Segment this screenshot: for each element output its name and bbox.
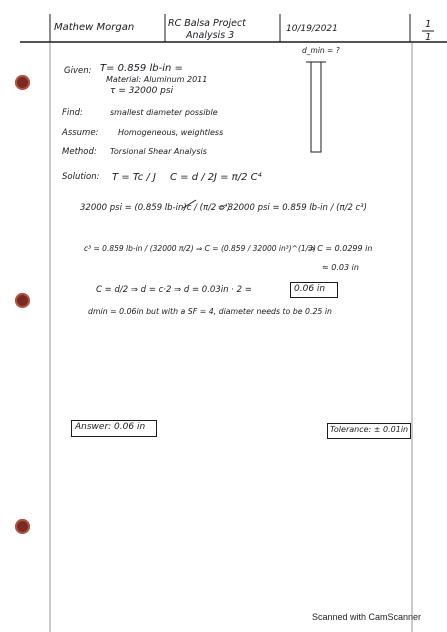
find-label: Find: [62, 108, 83, 118]
given-stress: τ = 32000 psi [110, 86, 174, 96]
binder-hole-bottom [15, 519, 30, 534]
scanner-footer: Scanned with CamScanner [311, 612, 421, 622]
header-project-line2: Analysis 3 [186, 30, 235, 41]
solution-line2-left: c³ = 0.859 lb-in / (32000 π/2) [84, 244, 194, 253]
solution-line1-left: 32000 psi = (0.859 lb-in)c / (π/2 c⁴) [80, 203, 231, 213]
header-page-total: 1 [425, 32, 432, 43]
find-text: smallest diameter possible [110, 108, 218, 117]
sketch-dmin-label: d_min = ? [302, 46, 340, 55]
header-name: Mathew Morgan [54, 22, 135, 33]
tolerance-text: Tolerance: ± 0.01in [330, 425, 409, 434]
header-date: 10/19/2021 [286, 24, 338, 34]
given-material: Material: Aluminum 2011 [106, 75, 208, 84]
solution-line1-right: ⇒ 32000 psi = 0.859 lb-in / (π/2 c³) [218, 203, 367, 213]
assume-label: Assume: [62, 128, 99, 138]
solution-line2-round: ≈ 0.03 in [322, 263, 359, 272]
given-label: Given: [64, 66, 92, 76]
header-project-line1: RC Balsa Project [168, 18, 246, 29]
equation-torsion: T = Tc / J [112, 172, 156, 183]
method-label: Method: [62, 147, 97, 157]
solution-line4: dmin = 0.06in but with a SF = 4, diameter needs to be 0.25 in [88, 307, 332, 316]
header-page-num: 1 [425, 19, 432, 30]
binder-hole-middle [15, 293, 30, 308]
assume-text: Homogeneous, weightless [118, 128, 224, 137]
solution-label: Solution: [62, 172, 100, 182]
solution-line2-mid: ⇒ C = (0.859 / 32000 in³)^(1/3) [196, 244, 316, 253]
solution-line2-right: ⇒ C = 0.0299 in [308, 244, 373, 253]
solution-line3-boxed: 0.06 in [294, 284, 326, 294]
equation-j: J = π/2 C⁴ [214, 172, 262, 183]
given-torque: T= 0.859 lb-in = [100, 63, 183, 74]
binder-hole-top [15, 75, 30, 90]
solution-line3: C = d/2 ⇒ d = c·2 ⇒ d = 0.03in · 2 = [96, 285, 252, 295]
equation-c: C = d / 2 [170, 172, 215, 183]
answer-text: Answer: 0.06 in [75, 422, 146, 432]
method-text: Torsional Shear Analysis [110, 147, 207, 156]
